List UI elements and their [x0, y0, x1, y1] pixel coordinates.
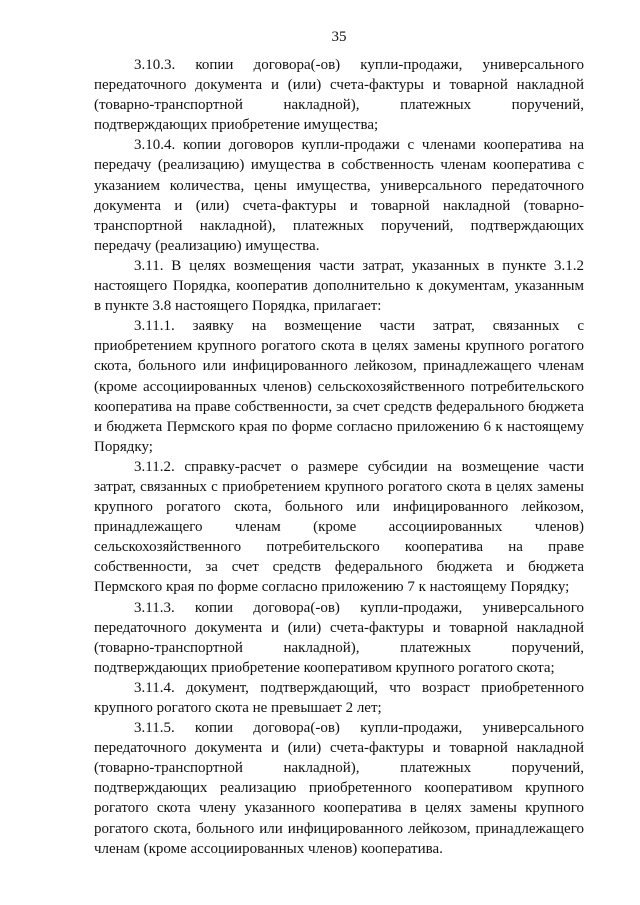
paragraph-3-11-4: 3.11.4. документ, подтверждающий, что возраст приобретенного крупного рогатого скота не превышает 2 лет;: [94, 679, 584, 716]
paragraph-3-11-2: 3.11.2. справку-расчет о размере субсидии на возмещение части затрат, связанных с приобретением крупного рогатого скота в целях замены крупного рогатого скота, больного или инфицированного лейкозом, принадлежащего членам (кроме ассоциированных членов) сельскохозяйственного потребительского кооператива на праве собственности, за счет средств федерального бюджета и бюджета Пермского края по форме согласно приложению 7 к настоящему Порядку;: [94, 458, 584, 596]
paragraph-3-11-5: 3.11.5. копии договора(-ов) купли-продажи, универсального передаточного документа и (или) счета-фактуры и товарной накладной (товарно-транспортной накладной), платежных поручений, подтверждающих реализацию приобретенного кооперативом крупного рогатого скота члену указанного кооператива в целях замены крупного рогатого скота, больного или инфицированного лейкозом, принадлежащего членам (кроме ассоциированных членов) кооператива.: [94, 720, 584, 857]
page-number: 35: [331, 29, 347, 45]
paragraph-3-10-4: 3.10.4. копии договоров купли-продажи с членами кооператива на передачу (реализацию) имущества в собственность членам кооператива с указанием количества, цены имущества, универсального передаточного документа и (или) счета-фактуры и товарной накладной (товарно-транспортной накладной), платежных поручений, подтверждающих передачу (реализацию) имущества.: [94, 137, 584, 254]
paragraph-3-11-3: 3.11.3. копии договора(-ов) купли-продажи, универсального передаточного документа и (или) счета-фактуры и товарной накладной (товарно-транспортной накладной), платежных поручений, подтверждающих приобретение кооперативом крупного рогатого скота;: [94, 599, 584, 676]
paragraph-3-11: 3.11. В целях возмещения части затрат, указанных в пункте 3.1.2 настоящего Порядка, кооператив дополнительно к документам, указанным в пункте 3.8 настоящего Порядка, прилагает:: [94, 257, 584, 315]
paragraph-3-11-1: 3.11.1. заявку на возмещение части затрат, связанных с приобретением крупного рогатого скота в целях замены крупного рогатого скота, больного или инфицированного лейкозом, принадлежащего членам (кроме ассоциированных членов) сельскохозяйственного потребительского кооператива на праве собственности, за счет средств федерального бюджета и бюджета Пермского края по форме согласно приложению 6 к настоящему Порядку;: [94, 318, 584, 455]
paragraph-3-10-3: 3.10.3. копии договора(-ов) купли-продажи, универсального передаточного документа и (или) счета-фактуры и товарной накладной (товарно-транспортной накладной), платежных поручений, подтверждающих приобретение имущества;: [94, 57, 584, 134]
